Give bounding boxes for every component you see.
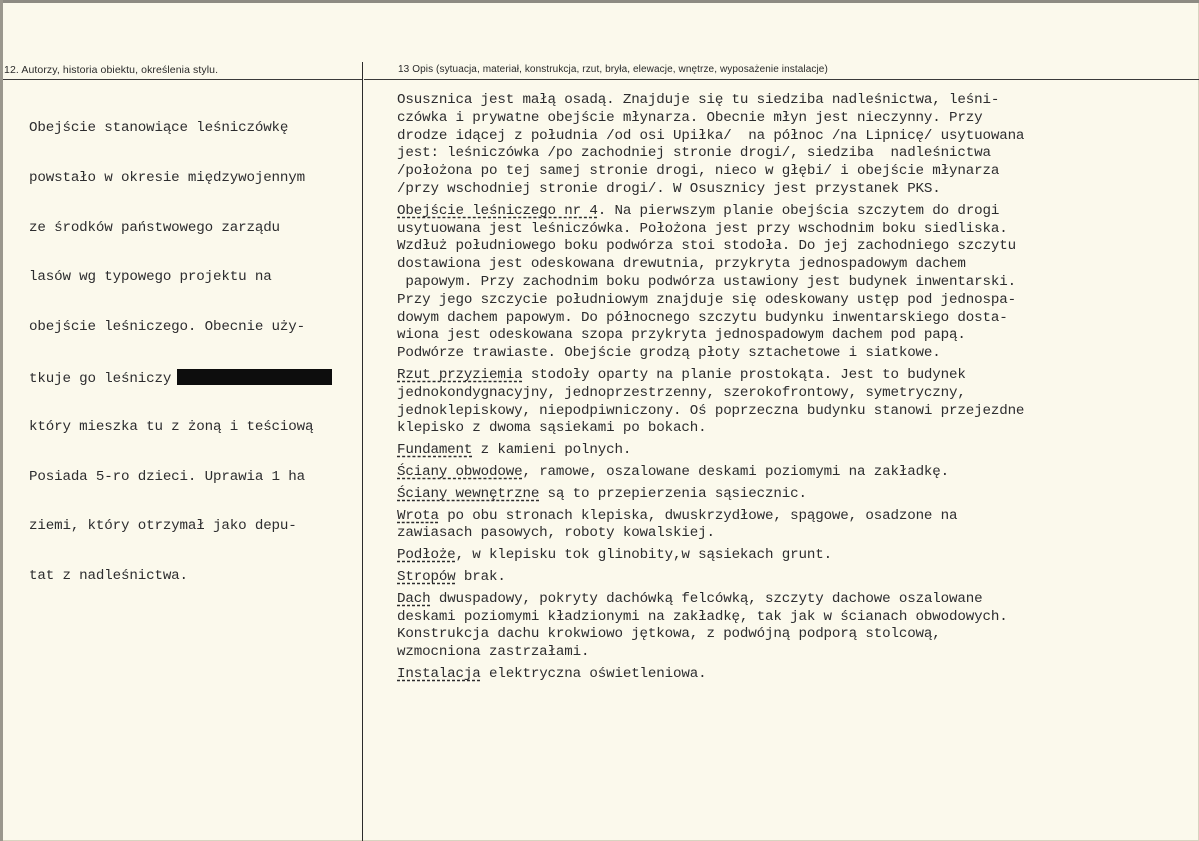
- section-label: Podłoże: [397, 547, 456, 564]
- text-fragment: dostawiona jest odeskowana drewutnia, przykryta jednospadowym dachem: [397, 256, 966, 273]
- text-fragment: /położona po tej samej stronie drogi, nieco w głębi/ i obejście młynarza: [397, 163, 1000, 180]
- text-line: Posiada 5-ro dzieci. Uprawia 1 ha: [29, 468, 306, 485]
- description-paragraph: [397, 666, 1024, 684]
- text-fragment: Osusznica jest małą osadą. Znajduje się tu siedziba nadleśnictwa, leśni-: [397, 92, 1000, 108]
- text-fragment: czówka i prywatne obejście młynarza. Obecnie młyn jest nieczynny. Przy: [397, 109, 983, 126]
- description-paragraph: [397, 486, 1024, 504]
- text-line: [397, 666, 1024, 684]
- text-fragment: klepisko z dwoma sąsiekami po bokach.: [397, 420, 707, 437]
- column-divider: [362, 62, 363, 841]
- text-line: [397, 345, 1024, 363]
- section-label: Dach: [397, 590, 431, 607]
- section-label: Ściany obwodowe: [397, 463, 523, 480]
- text-line: [397, 464, 1024, 482]
- text-fragment: dowym dachem papowym. Do północnego szczytu budynku inwentarskiego dosta-: [397, 309, 1008, 326]
- text-fragment: , w klepisku tok glinobity,w sąsiekach grunt.: [455, 547, 832, 564]
- text-line: [397, 442, 1024, 460]
- description-paragraph: [397, 203, 1024, 363]
- text-fragment: Przy jego szczycie południowym znajduje się odeskowany ustęp pod jednospa-: [397, 291, 1016, 308]
- text-fragment: jednokondygnacyjny, jednoprzestrzenny, szerokofrontowy, symetryczny,: [397, 384, 966, 401]
- section-label: Instalacja: [397, 665, 481, 682]
- text-line: [397, 626, 1024, 644]
- section-label: Fundament: [397, 442, 473, 459]
- text-line: [397, 238, 1024, 256]
- text-fragment: papowym. Przy zachodnim boku podwórza ustawiony jest budynek inwentarski.: [397, 273, 1016, 290]
- text-line: [397, 145, 1024, 163]
- text-fragment: Podwórze trawiaste. Obejście grodzą płoty sztachetowe i siatkowe.: [397, 345, 941, 362]
- description-paragraph: [397, 547, 1024, 565]
- text-line: [397, 292, 1024, 310]
- description-paragraph: [397, 591, 1024, 662]
- section-13-header: 13 Opis (sytuacja, materiał, konstrukcja, rzut, bryła, elewacje, wnętrze, wyposażenie instalacje): [398, 64, 828, 75]
- text-fragment: stodoły oparty na planie prostokąta. Jest to budynek: [522, 366, 966, 383]
- text-line: [397, 508, 1024, 526]
- text-fragment: jednoklepiskowy, niepodpiwniczony. Oś poprzeczna budynku stanowi przejezdne: [397, 402, 1025, 419]
- text-line: tat z nadleśnictwa.: [29, 568, 188, 585]
- section-12-header: 12. Autorzy, historia obiektu, określenia stylu.: [4, 64, 219, 76]
- text-line: [397, 591, 1024, 609]
- text-fragment: , ramowe, oszalowane deskami poziomymi na zakładkę.: [522, 463, 950, 480]
- text-line: [397, 486, 1024, 504]
- text-fragment: /przy wschodniej stronie drogi/. W Osusznicy jest przystanek PKS.: [397, 180, 941, 197]
- left-header-rule: [3, 79, 362, 80]
- text-fragment: zawiasach pasowych, roboty kowalskiej.: [397, 525, 715, 542]
- text-line: obejście leśniczego. Obecnie uży-: [29, 319, 306, 336]
- description-paragraph: [397, 569, 1024, 587]
- text-line: [397, 367, 1024, 385]
- text-line: który mieszka tu z żoną i teściową: [29, 418, 314, 435]
- right-header-rule: [364, 79, 1199, 80]
- text-fragment: tkuje go leśniczy: [29, 370, 172, 387]
- text-line: ze środków państwowego zarządu: [29, 219, 280, 236]
- text-line: [397, 92, 1024, 110]
- section-label: Stropów: [397, 568, 456, 585]
- text-line: [397, 385, 1024, 403]
- text-line: [397, 403, 1024, 421]
- text-fragment: . Na pierwszym planie obejścia szczytem do drogi: [597, 202, 1000, 219]
- paragraph-gap: [397, 684, 1024, 688]
- description-text: [397, 92, 1024, 688]
- text-fragment: Konstrukcja dachu krokwiowo jętkowa, z podwójną podporą stolcową,: [397, 626, 941, 643]
- text-line: [397, 547, 1024, 565]
- text-line: lasów wg typowego projektu na: [29, 269, 272, 286]
- description-paragraph: [397, 367, 1024, 438]
- text-fragment: drodze idącej z południa /od osi Upiłka/ na północ /na Lipnicę/ usytuowana: [397, 127, 1025, 144]
- text-fragment: deskami poziomymi kładzionymi na zakładkę, tak jak w ścianach obwodowych.: [397, 608, 1008, 625]
- description-paragraph: [397, 508, 1024, 544]
- description-paragraph: [397, 92, 1024, 199]
- text-fragment: wzmocniona zastrzałami.: [397, 644, 590, 661]
- text-line: Obejście stanowiące leśniczówkę: [29, 120, 289, 136]
- description-paragraph: [397, 464, 1024, 482]
- text-line: [397, 163, 1024, 181]
- text-line: [397, 181, 1024, 199]
- text-line: [397, 609, 1024, 627]
- section-label: Ściany wewnętrzne: [397, 485, 540, 502]
- text-line: [397, 203, 1024, 221]
- redaction-bar: [177, 369, 332, 385]
- text-fragment: elektryczna oświetleniowa.: [480, 665, 707, 682]
- text-fragment: po obu stronach klepiska, dwuskrzydłowe, spągowe, osadzone na: [438, 507, 958, 524]
- text-fragment: jest: leśniczówka /po zachodniej stronie drogi/, siedziba nadleśnictwa: [397, 145, 991, 162]
- text-line: [397, 110, 1024, 128]
- text-line: ziemi, który otrzymał jako depu-: [29, 518, 297, 535]
- text-fragment: usytuowana jest leśniczówka. Położona jest przy wschodnim boku siedliska.: [397, 220, 1008, 237]
- history-text: [29, 88, 332, 618]
- text-fragment: są to przepierzenia sąsiecznic.: [539, 485, 807, 502]
- description-paragraph: [397, 442, 1024, 460]
- text-line: [397, 420, 1024, 438]
- text-line: [397, 128, 1024, 146]
- text-fragment: wiona jest odeskowana szopa przykryta jednospadowym dachem pod papą.: [397, 327, 966, 344]
- text-fragment: dwuspadowy, pokryty dachówką felcówką, szczyty dachowe oszalowane: [430, 590, 983, 607]
- text-line: [397, 569, 1024, 587]
- section-label: Rzut przyziemia: [397, 366, 523, 383]
- text-fragment: brak.: [455, 568, 506, 585]
- text-line: [397, 256, 1024, 274]
- text-line: [397, 221, 1024, 239]
- text-line: [397, 310, 1024, 328]
- text-fragment: z kamieni polnych.: [472, 442, 632, 459]
- text-line-redacted: [29, 369, 332, 387]
- section-label: Obejście leśniczego nr 4: [397, 202, 598, 219]
- text-line: [397, 327, 1024, 345]
- text-line: [397, 644, 1024, 662]
- text-line: [397, 525, 1024, 543]
- text-line: [397, 274, 1024, 292]
- section-label: Wrota: [397, 507, 439, 524]
- text-fragment: Wzdłuż południowego boku podwórza stoi stodoła. Do jej zachodniego szczytu: [397, 238, 1016, 255]
- text-line: powstało w okresie międzywojennym: [29, 169, 306, 186]
